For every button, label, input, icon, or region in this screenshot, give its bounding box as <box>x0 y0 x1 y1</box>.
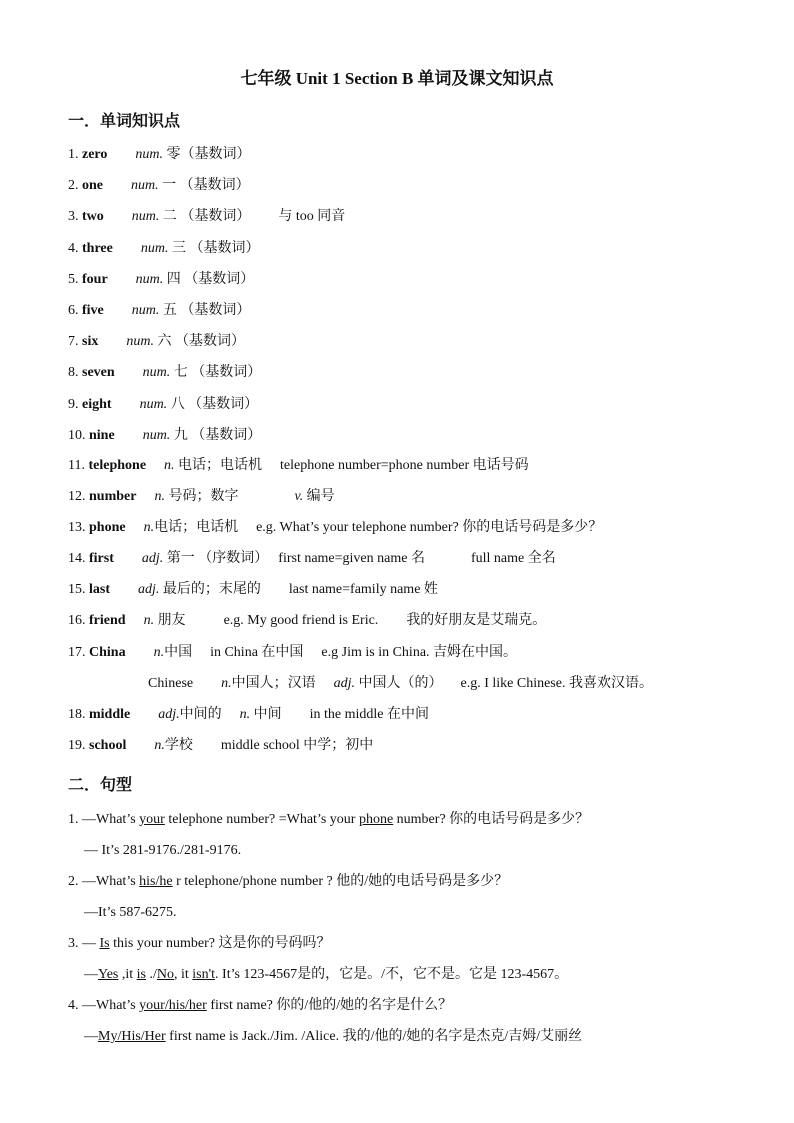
entry-pos: num. <box>131 209 160 225</box>
entry-pos: num. <box>131 178 159 194</box>
entry-note: 与 too 同音 <box>278 209 346 225</box>
entry-meaning: 三 （基数词） <box>171 240 260 256</box>
word-entry-13: 13. phone n.电话；电话机 e.g. What’s your telephone number? 你的电话号码是多少？ <box>68 520 603 535</box>
entry-word: eight <box>82 396 112 412</box>
sentence-3: 3. — Is this your number? 这是你的号码吗？ <box>68 936 331 951</box>
sentence-1-reply: — It’s 281-9176./281-9176. <box>84 843 242 858</box>
section-heading-words: 一．单词知识点 <box>68 113 181 130</box>
entry-pos: num. <box>142 427 171 443</box>
entry-word: nine <box>89 427 115 443</box>
entry-pos: num. <box>131 303 160 318</box>
entry-word: seven <box>82 365 115 381</box>
word-entry <box>68 395 258 415</box>
entry-number: 10. <box>68 427 86 443</box>
entry-number: 6. <box>68 303 79 318</box>
word-entry-15: 15. last adj. 最后的；末尾的 last name=family name 姓 <box>68 582 438 597</box>
sentence-2-reply: —It’s 587-6275. <box>84 905 177 920</box>
entry-pos: num. <box>142 365 171 381</box>
sentence-2: 2. —What’s his/he r telephone/phone number ? 他的/她的电话号码是多少？ <box>68 874 509 889</box>
entry-pos: num. <box>126 334 154 350</box>
word-entry <box>68 363 261 383</box>
sentence-4: 4. —What’s your/his/her first name? 你的/他的/她的名字是什么？ <box>68 998 453 1013</box>
entry-number: 9. <box>68 396 79 412</box>
entry-number: 2. <box>68 178 79 194</box>
word-entry <box>68 145 251 165</box>
word-entry <box>68 270 254 290</box>
section-heading-sentences: 二．句型 <box>68 777 133 794</box>
word-entry <box>68 207 345 227</box>
word-entry <box>68 426 261 446</box>
word-entry-12: 12. number n. 号码；数字 v. 编号 <box>68 489 335 504</box>
entry-word: six <box>82 334 99 350</box>
entry-word: zero <box>82 147 108 162</box>
entry-number: 1. <box>68 147 79 162</box>
entry-pos: num. <box>139 396 168 412</box>
entry-pos: num. <box>135 271 164 287</box>
entry-word: five <box>82 303 104 318</box>
entry-meaning: 七 （基数词） <box>173 365 262 381</box>
word-entry-16: 16. friend n. 朋友 e.g. My good friend is Eric. 我的好朋友是艾瑞克。 <box>68 613 547 628</box>
entry-meaning: 五 （基数词） <box>162 303 251 318</box>
word-entry <box>68 176 250 196</box>
entry-meaning: 零（基数词） <box>166 147 251 162</box>
sentence-3-reply: —Yes ,it is ./No, it isn't. It’s 123-4567是的，它是。/不，它不是。它是 123-4567。 <box>84 967 569 982</box>
entry-number: 3. <box>68 209 79 225</box>
entry-number: 8. <box>68 365 79 381</box>
word-entry <box>68 239 259 259</box>
entry-number: 4. <box>68 240 79 256</box>
entry-number: 5. <box>68 271 79 287</box>
word-entry-14: 14. first adj. 第一 （序数词） first name=given name 名 full name 全名 <box>68 551 556 566</box>
entry-pos: num. <box>135 147 164 162</box>
entry-word: four <box>82 271 108 287</box>
entry-meaning: 八 （基数词） <box>170 396 259 412</box>
entry-meaning: 四 （基数词） <box>166 271 255 287</box>
entry-meaning: 九 （基数词） <box>173 427 262 443</box>
sentence-4-reply: —My/His/Her first name is Jack./Jim. /Alice. 我的/他的/她的名字是杰克/吉姆/艾丽丝 <box>84 1029 583 1044</box>
entry-word: three <box>82 240 113 256</box>
word-entry-17-chinese: Chinese n.中国人；汉语 adj. 中国人（的） e.g. I like Chinese. 我喜欢汉语。 <box>148 676 653 691</box>
word-entry <box>68 332 245 352</box>
word-entry-17: 17. China n.中国 in China 在中国 e.g Jim is in China. 吉姆在中国。 <box>68 645 518 660</box>
sentence-1: 1. —What’s your telephone number? =What’s your phone number? 你的电话号码是多少？ <box>68 812 590 827</box>
word-entry-19: 19. school n.学校 middle school 中学；初中 <box>68 738 374 753</box>
word-entry-18: 18. middle adj.中间的 n. 中间 in the middle 在中间 <box>68 707 430 722</box>
entry-word: one <box>82 178 103 194</box>
entry-meaning: 二 （基数词） <box>162 209 251 225</box>
word-entry-11: 11. telephone n. 电话；电话机 telephone number=phone number 电话号码 <box>68 458 529 473</box>
entry-meaning: 六 （基数词） <box>157 334 245 350</box>
page-title: 七年级 Unit 1 Section B 单词及课文知识点 <box>240 69 554 88</box>
entry-word: two <box>82 209 104 225</box>
word-entry <box>68 301 250 321</box>
entry-pos: num. <box>140 240 169 256</box>
entry-meaning: 一 （基数词） <box>162 178 250 194</box>
entry-number: 7. <box>68 334 79 350</box>
